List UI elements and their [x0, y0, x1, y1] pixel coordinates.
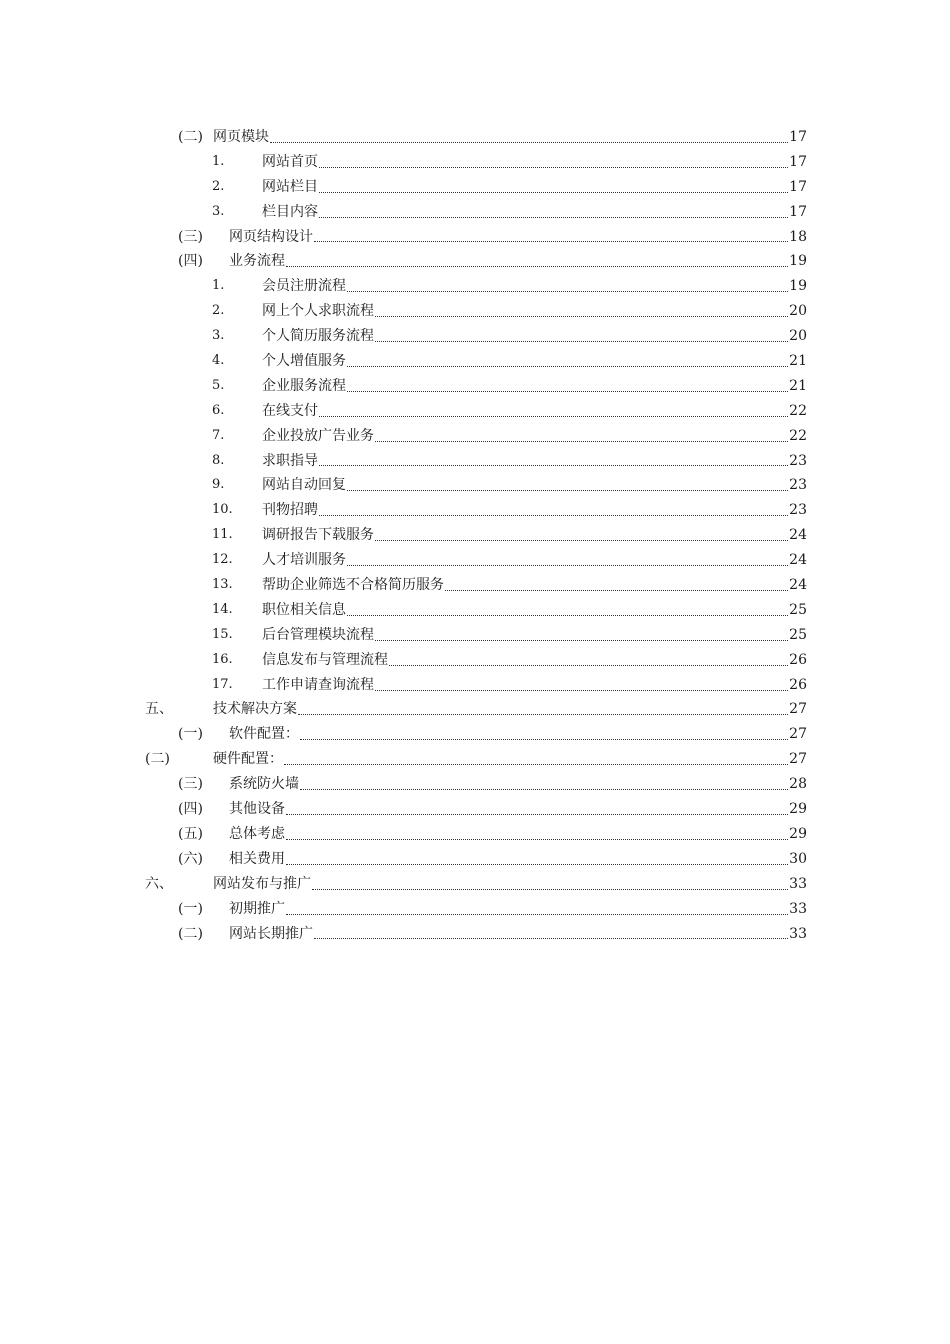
toc-entry[interactable] — [0, 424, 950, 449]
toc-entry[interactable] — [0, 722, 950, 747]
toc-entry-title: 栏目内容 — [262, 200, 318, 225]
toc-entry-number: 14. — [212, 601, 233, 617]
toc-entry-title: 信息发布与管理流程 — [262, 648, 388, 673]
toc-entry-number: (一) — [178, 726, 203, 743]
dot-leader — [270, 142, 788, 143]
toc-entry-page-number: 17 — [789, 203, 807, 220]
dot-leader — [347, 391, 788, 392]
toc-entry-page-number: 17 — [789, 178, 807, 195]
toc-entry[interactable] — [0, 673, 950, 698]
dot-leader — [347, 565, 788, 566]
toc-entry-page-number: 22 — [789, 427, 807, 444]
toc-entry[interactable] — [0, 299, 950, 324]
dot-leader — [314, 938, 788, 939]
dot-leader — [319, 217, 788, 218]
toc-entry-page-number: 26 — [789, 651, 807, 668]
toc-entry-number: (二) — [178, 925, 203, 942]
toc-entry-number: (五) — [178, 825, 203, 842]
toc-entry-title: 人才培训服务 — [262, 548, 346, 573]
dot-leader — [286, 839, 788, 840]
toc-entry-title: 总体考虑 — [229, 822, 285, 847]
toc-entry-page-number: 27 — [789, 751, 807, 768]
toc-entry-page-number: 17 — [789, 153, 807, 170]
toc-entry-title: 系统防火墙 — [229, 772, 299, 797]
toc-entry-number: 5. — [212, 377, 225, 393]
toc-entry-page-number: 24 — [789, 527, 807, 544]
dot-leader — [375, 540, 788, 541]
toc-entry-title: 相关费用 — [229, 847, 285, 872]
toc-entry-number: (三) — [178, 776, 203, 793]
toc-entry-title: 网站长期推广 — [229, 922, 313, 947]
dot-leader — [319, 465, 788, 466]
toc-entry[interactable] — [0, 822, 950, 847]
toc-entry[interactable] — [0, 922, 950, 947]
toc-entry-page-number: 24 — [789, 552, 807, 569]
toc-entry-number: (一) — [178, 900, 203, 917]
toc-entry[interactable] — [0, 548, 950, 573]
toc-entry-number: 3. — [212, 328, 225, 344]
toc-entry-page-number: 23 — [789, 477, 807, 494]
toc-entry[interactable] — [0, 623, 950, 648]
toc-entry-page-number: 29 — [789, 801, 807, 818]
toc-entry-title: 网页结构设计 — [229, 225, 313, 250]
toc-entry-page-number: 29 — [789, 825, 807, 842]
toc-entry-page-number: 33 — [789, 900, 807, 917]
toc-entry-title: 企业服务流程 — [262, 374, 346, 399]
dot-leader — [347, 291, 788, 292]
toc-entry-number: 11. — [212, 527, 233, 543]
table-of-contents — [0, 125, 950, 946]
dot-leader — [445, 590, 788, 591]
toc-entry-title: 软件配置： — [229, 722, 299, 747]
toc-entry-number: 1. — [212, 153, 225, 169]
toc-entry-number: 7. — [212, 427, 225, 443]
toc-entry-number: 2. — [212, 178, 225, 194]
dot-leader — [347, 366, 788, 367]
dot-leader — [389, 665, 788, 666]
toc-entry-number: 9. — [212, 477, 225, 493]
toc-entry-number: 4. — [212, 353, 225, 369]
toc-entry-number: (四) — [178, 801, 203, 818]
toc-entry-page-number: 18 — [789, 228, 807, 245]
toc-entry-number: 6. — [212, 402, 225, 418]
toc-entry-title: 帮助企业筛选不合格简历服务 — [262, 573, 444, 598]
toc-entry-title: 初期推广 — [229, 897, 285, 922]
toc-entry[interactable] — [0, 523, 950, 548]
toc-entry[interactable] — [0, 274, 950, 299]
toc-entry-page-number: 28 — [789, 776, 807, 793]
dot-leader — [286, 914, 788, 915]
dot-leader — [347, 615, 788, 616]
toc-entry-page-number: 21 — [789, 377, 807, 394]
toc-entry-number: 16. — [212, 651, 233, 667]
toc-entry[interactable] — [0, 598, 950, 623]
toc-entry-page-number: 24 — [789, 577, 807, 594]
toc-entry-page-number: 17 — [789, 129, 807, 145]
dot-leader — [375, 441, 788, 442]
dot-leader — [319, 167, 788, 168]
toc-entry-title: 企业投放广告业务 — [262, 424, 374, 449]
toc-entry-page-number: 21 — [789, 353, 807, 370]
toc-entry[interactable] — [0, 175, 950, 200]
toc-entry-title: 其他设备 — [229, 797, 285, 822]
toc-entry[interactable] — [0, 573, 950, 598]
dot-leader — [312, 889, 788, 890]
dot-leader — [375, 341, 788, 342]
toc-entry-number: 2. — [212, 303, 225, 319]
toc-entry-number: 3. — [212, 203, 225, 219]
toc-entry-title: 网站自动回复 — [262, 473, 346, 498]
dot-leader — [300, 789, 788, 790]
toc-entry-title: 硬件配置： — [213, 747, 283, 772]
toc-entry-page-number: 22 — [789, 402, 807, 419]
toc-entry[interactable] — [0, 349, 950, 374]
toc-entry-title: 网页模块 — [213, 125, 269, 150]
toc-entry-page-number: 20 — [789, 303, 807, 320]
toc-entry-page-number: 33 — [789, 925, 807, 942]
toc-entry[interactable] — [0, 449, 950, 474]
toc-entry-number: 13. — [212, 577, 233, 593]
dot-leader — [300, 739, 788, 740]
toc-entry-page-number: 27 — [789, 701, 807, 718]
toc-entry[interactable] — [0, 648, 950, 673]
toc-entry-title: 刊物招聘 — [262, 498, 318, 523]
toc-entry-number: 8. — [212, 452, 225, 468]
toc-entry-page-number: 30 — [789, 850, 807, 867]
toc-entry-number: (二) — [145, 751, 170, 768]
toc-entry[interactable] — [0, 324, 950, 349]
toc-entry-page-number: 23 — [789, 502, 807, 519]
toc-entry-number: 15. — [212, 626, 233, 642]
dot-leader — [286, 266, 788, 267]
toc-entry-page-number: 19 — [789, 253, 807, 270]
toc-entry-title: 工作申请查询流程 — [262, 673, 374, 698]
toc-entry[interactable] — [0, 847, 950, 872]
toc-entry[interactable] — [0, 797, 950, 822]
toc-entry-title: 调研报告下载服务 — [262, 523, 374, 548]
toc-entry[interactable] — [0, 249, 950, 274]
toc-entry[interactable] — [0, 697, 950, 722]
dot-leader — [286, 864, 788, 865]
toc-entry[interactable] — [0, 747, 950, 772]
toc-entry-title: 会员注册流程 — [262, 274, 346, 299]
toc-entry-title: 在线支付 — [262, 399, 318, 424]
toc-entry-title: 个人简历服务流程 — [262, 324, 374, 349]
toc-entry-page-number: 25 — [789, 601, 807, 618]
toc-entry-number: 12. — [212, 552, 233, 568]
toc-entry-title: 求职指导 — [262, 449, 318, 474]
toc-entry-page-number: 20 — [789, 328, 807, 345]
dot-leader — [298, 714, 788, 715]
toc-entry-page-number: 27 — [789, 726, 807, 743]
toc-entry-title: 后台管理模块流程 — [262, 623, 374, 648]
toc-entry[interactable] — [0, 872, 950, 897]
toc-entry-number: (四) — [178, 253, 203, 270]
toc-entry-number: 1. — [212, 278, 225, 294]
toc-entry-title: 业务流程 — [229, 249, 285, 274]
toc-entry-page-number: 26 — [789, 676, 807, 693]
toc-entry[interactable] — [0, 772, 950, 797]
dot-leader — [284, 764, 788, 765]
toc-entry-title: 网站栏目 — [262, 175, 318, 200]
toc-entry-title: 网站首页 — [262, 150, 318, 175]
dot-leader — [319, 192, 788, 193]
dot-leader — [319, 515, 788, 516]
toc-entry-title: 网站发布与推广 — [213, 872, 311, 897]
toc-entry-number: (六) — [178, 850, 203, 867]
toc-entry[interactable] — [0, 125, 950, 150]
toc-entry-title: 网上个人求职流程 — [262, 299, 374, 324]
dot-leader — [286, 814, 788, 815]
dot-leader — [314, 241, 788, 242]
toc-entry-number: (二) — [178, 129, 203, 145]
toc-entry-page-number: 25 — [789, 626, 807, 643]
toc-entry[interactable] — [0, 473, 950, 498]
toc-entry[interactable] — [0, 374, 950, 399]
toc-entry-number: 17. — [212, 676, 233, 692]
dot-leader — [319, 416, 788, 417]
toc-entry-title: 职位相关信息 — [262, 598, 346, 623]
toc-entry-page-number: 33 — [789, 875, 807, 892]
toc-entry-number: 六、 — [145, 875, 173, 892]
toc-entry[interactable] — [0, 150, 950, 175]
dot-leader — [375, 640, 788, 641]
toc-entry[interactable] — [0, 200, 950, 225]
dot-leader — [375, 316, 788, 317]
toc-entry-title: 个人增值服务 — [262, 349, 346, 374]
dot-leader — [347, 490, 788, 491]
toc-entry-page-number: 19 — [789, 278, 807, 295]
toc-entry[interactable] — [0, 498, 950, 523]
toc-entry-number: 五、 — [145, 701, 173, 718]
toc-entry-title: 技术解决方案 — [213, 697, 297, 722]
toc-entry-number: 10. — [212, 502, 233, 518]
toc-entry-number: (三) — [178, 228, 203, 245]
toc-entry[interactable] — [0, 399, 950, 424]
toc-entry[interactable] — [0, 225, 950, 250]
dot-leader — [375, 690, 788, 691]
toc-entry-page-number: 23 — [789, 452, 807, 469]
toc-entry[interactable] — [0, 897, 950, 922]
